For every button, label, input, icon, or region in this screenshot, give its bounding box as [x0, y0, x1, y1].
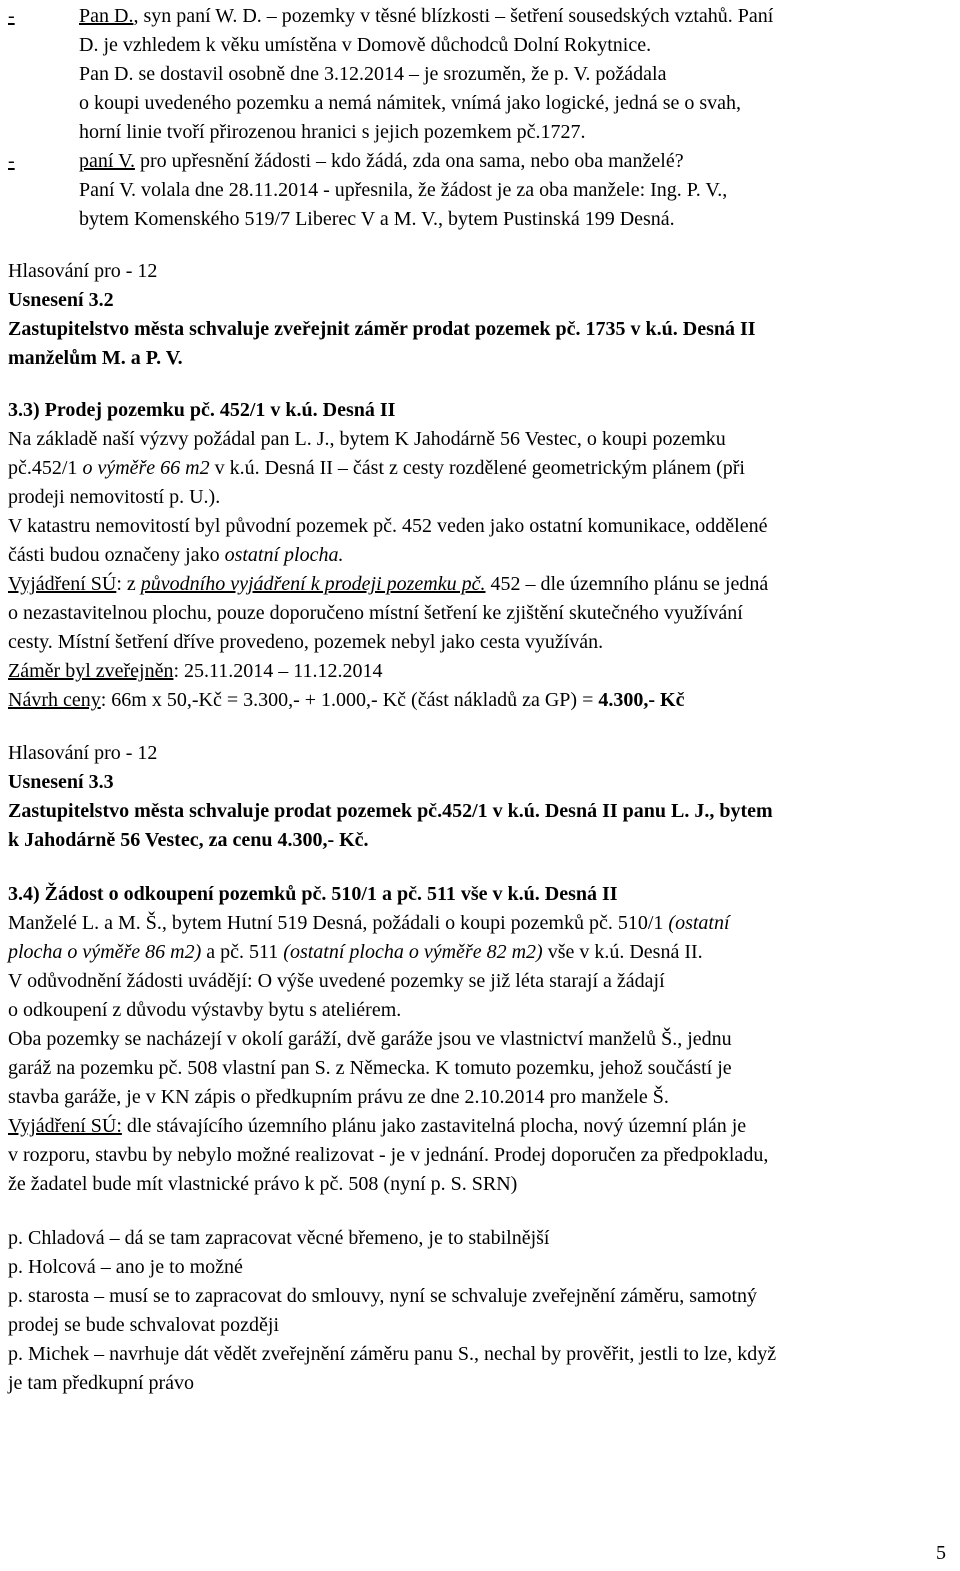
- text-line: horní linie tvoří přirozenou hranici s jejich pozemkem pč.1727.: [79, 121, 586, 143]
- text-line: D. je vzhledem k věku umístěna v Domově důchodců Dolní Rokytnice.: [79, 34, 652, 56]
- discussion-line: prodej se bude schvalovat později: [8, 1314, 280, 1336]
- text-line: části budou označeny jako ostatní plocha.: [8, 544, 344, 566]
- vote-count: Hlasování pro - 12: [8, 742, 158, 764]
- text-line: stavba garáže, je v KN zápis o předkupním právu ze dne 2.10.2014 pro manžele Š.: [8, 1086, 669, 1108]
- text-line: garáž na pozemku pč. 508 vlastní pan S. z Německa. K tomuto pozemku, jehož součástí je: [8, 1057, 732, 1079]
- resolution-text: k Jahodárně 56 Vestec, za cenu 4.300,- Kč.: [8, 829, 369, 851]
- section-heading: 3.4) Žádost o odkoupení pozemků pč. 510/1 a pč. 511 vše v k.ú. Desná II: [8, 883, 618, 905]
- discussion-line: p. Holcová – ano je to možné: [8, 1256, 243, 1278]
- text-line: Vyjádření SÚ: z původního vyjádření k prodeji pozemku pč. 452 – dle územního plánu se jedná: [8, 573, 769, 595]
- text-line: o odkoupení z důvodu výstavby bytu s ateliérem.: [8, 999, 402, 1021]
- section-heading: 3.3) Prodej pozemku pč. 452/1 v k.ú. Desná II: [8, 399, 396, 421]
- page-number: 5: [936, 1542, 946, 1564]
- text-line: prodeji nemovitostí p. U.).: [8, 486, 221, 508]
- resolution-text: Zastupitelstvo města schvaluje zveřejnit záměr prodat pozemek pč. 1735 v k.ú. Desná II: [8, 318, 756, 340]
- text-line: Návrh ceny: 66m x 50,-Kč = 3.300,- + 1.000,- Kč (část nákladů za GP) = 4.300,- Kč: [8, 689, 685, 711]
- text-line: V odůvodnění žádosti uvádějí: O výše uvedené pozemky se již léta starají a žádají: [8, 970, 665, 992]
- text-line: Pan D. se dostavil osobně dne 3.12.2014 – je srozuměn, že p. V. požádala: [79, 63, 667, 85]
- text-line: Manželé L. a M. Š., bytem Hutní 519 Desná, požádali o koupi pozemků pč. 510/1 (ostatní: [8, 912, 730, 934]
- text-line: pč.452/1 o výměře 66 m2 v k.ú. Desná II – část z cesty rozdělené geometrickým plánem (při: [8, 457, 745, 479]
- text-line: o koupi uvedeného pozemku a nemá námitek, vnímá jako logické, jedná se o svah,: [79, 92, 742, 114]
- text-line: že žadatel bude mít vlastnické právo k pč. 508 (nyní p. S. SRN): [8, 1173, 518, 1195]
- text-line: bytem Komenského 519/7 Liberec V a M. V., bytem Pustinská 199 Desná.: [79, 208, 675, 230]
- discussion-line: p. Chladová – dá se tam zapracovat věcné břemeno, je to stabilnější: [8, 1227, 550, 1249]
- list-dash: -: [8, 150, 15, 172]
- resolution-number: Usnesení 3.2: [8, 289, 114, 311]
- text-line: Paní V. volala dne 28.11.2014 - upřesnila, že žádost je za oba manžele: Ing. P. V.,: [79, 179, 728, 201]
- text-line: Pan D., syn paní W. D. – pozemky v těsné blízkosti – šetření sousedských vztahů. Paní: [79, 5, 774, 27]
- resolution-number: Usnesení 3.3: [8, 771, 114, 793]
- text-line: o nezastavitelnou plochu, pouze doporučeno místní šetření ke zjištění skutečného využívání: [8, 602, 743, 624]
- text-line: paní V. pro upřesnění žádosti – kdo žádá, zda ona sama, nebo oba manželé?: [79, 150, 684, 172]
- text-line: Na základě naší výzvy požádal pan L. J., bytem K Jahodárně 56 Vestec, o koupi pozemku: [8, 428, 726, 450]
- text-line: cesty. Místní šetření dříve provedeno, pozemek nebyl jako cesta využíván.: [8, 631, 604, 653]
- discussion-line: p. Michek – navrhuje dát vědět zveřejnění záměru panu S., nechal by prověřit, jestli to lze, když: [8, 1343, 777, 1365]
- discussion-line: je tam předkupní právo: [8, 1372, 195, 1394]
- resolution-text: Zastupitelstvo města schvaluje prodat pozemek pč.452/1 v k.ú. Desná II panu L. J., bytem: [8, 800, 773, 822]
- text-line: V katastru nemovitostí byl původní pozemek pč. 452 veden jako ostatní komunikace, oddělené: [8, 515, 768, 537]
- resolution-text: manželům M. a P. V.: [8, 347, 183, 369]
- vote-count: Hlasování pro - 12: [8, 260, 158, 282]
- discussion-line: p. starosta – musí se to zapracovat do smlouvy, nyní se schvaluje zveřejnění záměru, samotný: [8, 1285, 758, 1307]
- text-line: plocha o výměře 86 m2) a pč. 511 (ostatní plocha o výměře 82 m2) vše v k.ú. Desná II.: [8, 941, 703, 963]
- text-line: Oba pozemky se nacházejí v okolí garáží, dvě garáže jsou ve vlastnictví manželů Š., jednu: [8, 1028, 732, 1050]
- text-line: Vyjádření SÚ: dle stávajícího územního plánu jako zastavitelná plocha, nový územní plán je: [8, 1115, 747, 1137]
- list-dash: -: [8, 5, 15, 27]
- text-line: Záměr byl zveřejněn: 25.11.2014 – 11.12.2014: [8, 660, 383, 682]
- text-line: v rozporu, stavbu by nebylo možné realizovat - je v jednání. Prodej doporučen za předpokladu,: [8, 1144, 769, 1166]
